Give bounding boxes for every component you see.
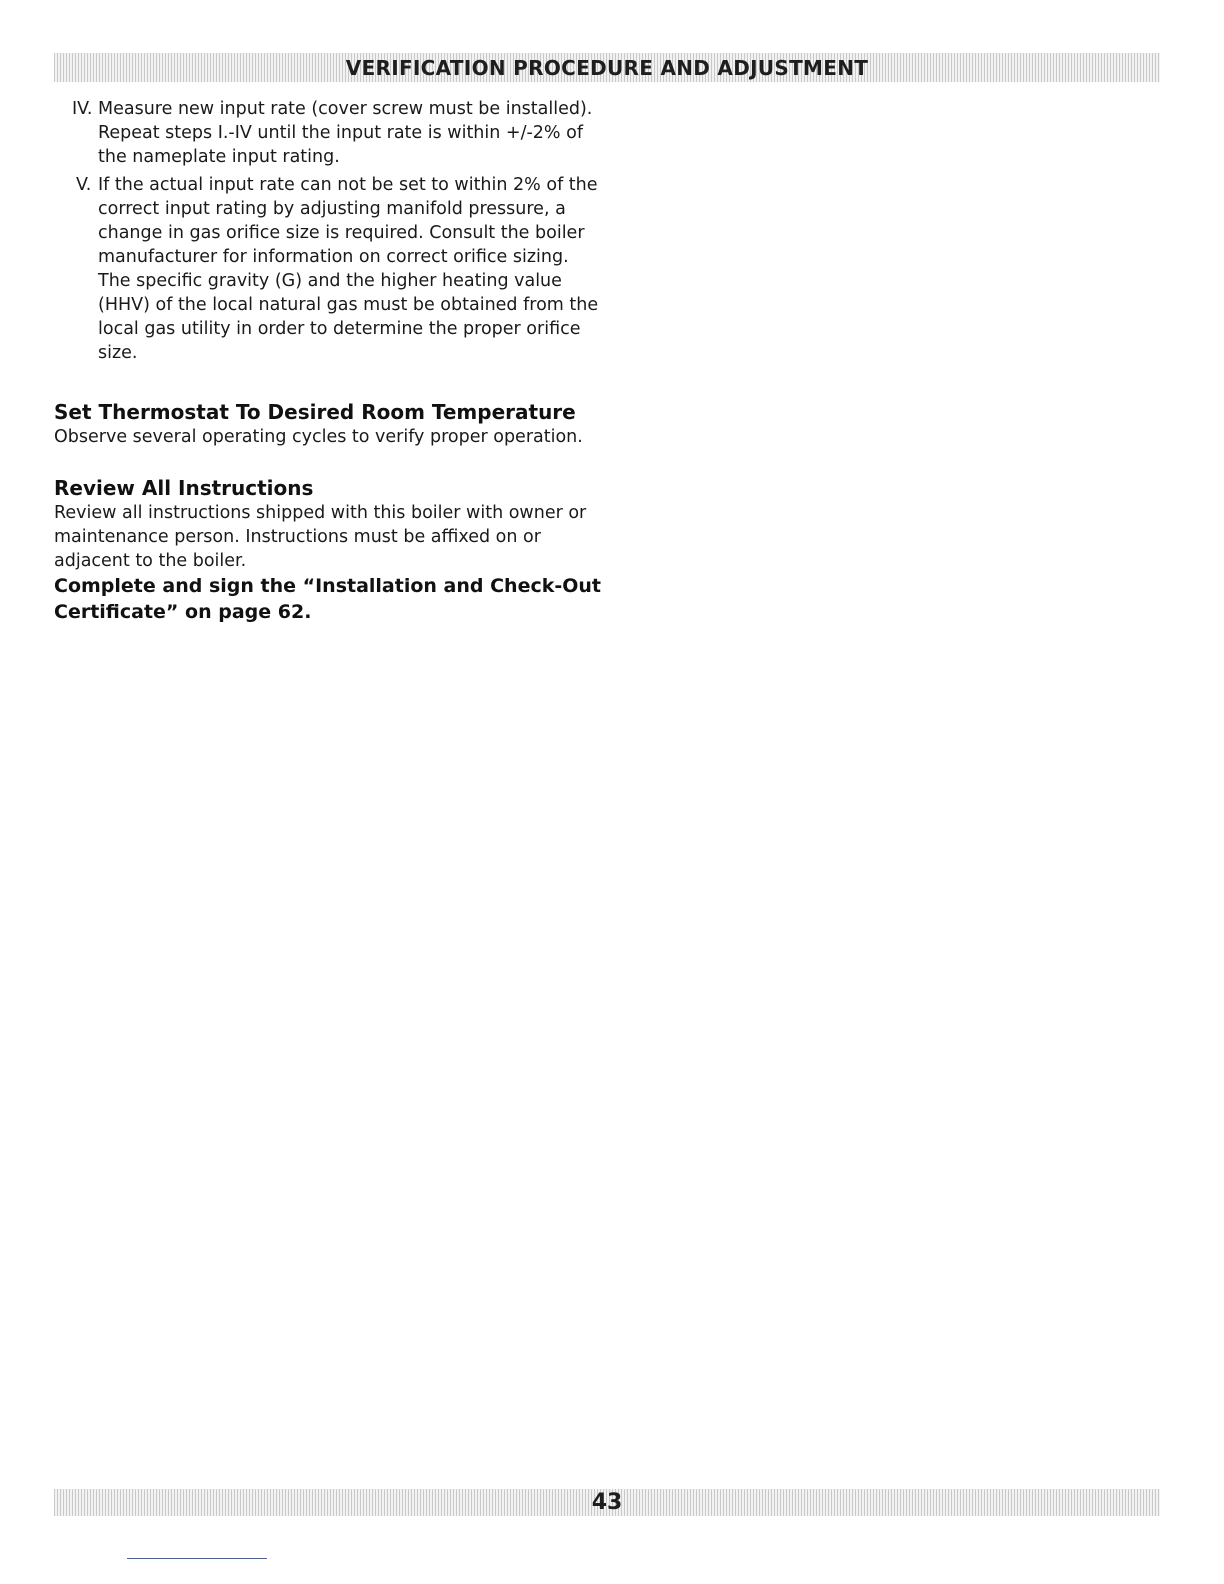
step-number: V. bbox=[76, 175, 92, 195]
certificate-note: Complete and sign the “Installation and Check-Out Certificate” on page 62. bbox=[54, 575, 602, 623]
step-text: Measure new input rate (cover screw must be installed). Repeat steps I.-IV until the input rate is within +/-2% of the nameplate input rating. bbox=[98, 99, 593, 167]
step-v bbox=[54, 173, 604, 365]
thermostat-text: Observe several operating cycles to verify proper operation. bbox=[54, 427, 583, 447]
review-text: Review all instructions shipped with this boiler with owner or maintenance person. Instructions must be affixed on or adjacent to the boiler. bbox=[54, 503, 587, 571]
section-header-bar bbox=[54, 53, 1160, 82]
main-content bbox=[54, 97, 604, 625]
review-heading: Review All Instructions bbox=[54, 476, 314, 500]
thermostat-heading: Set Thermostat To Desired Room Temperature bbox=[54, 400, 576, 424]
section-title: VERIFICATION PROCEDURE AND ADJUSTMENT bbox=[345, 55, 869, 80]
footer-bar bbox=[54, 1489, 1160, 1516]
step-text: If the actual input rate can not be set to within 2% of the correct input rating by adjusting manifold pressure, a change in gas orifice size is required. Consult the boiler manufacturer for information on correct orifice sizing. The specific gravity (G) and the higher heating value (HHV) of the local natural gas must be obtained from the local gas utility in order to determine the proper orifice size. bbox=[98, 175, 599, 363]
step-iv bbox=[54, 97, 604, 169]
page-number: 43 bbox=[591, 1490, 623, 1515]
divider bbox=[127, 1558, 267, 1559]
step-number: IV. bbox=[72, 99, 93, 119]
